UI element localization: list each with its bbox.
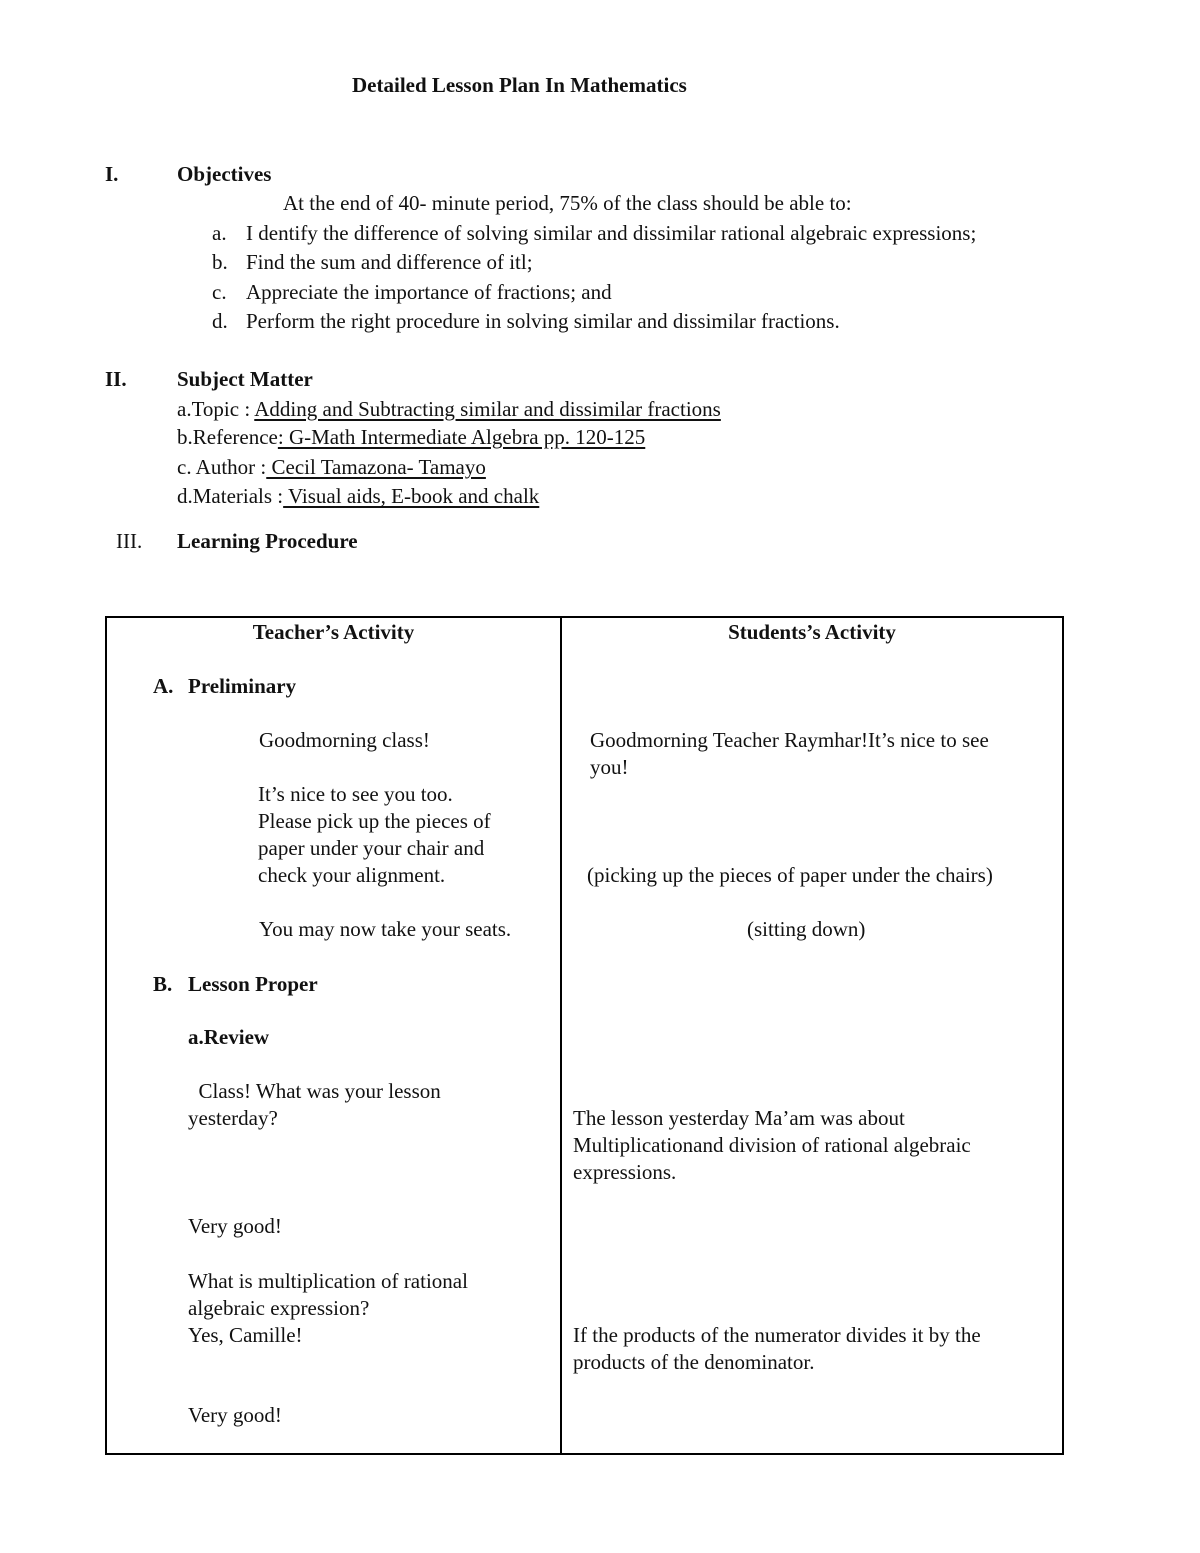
student-line: expressions. (573, 1160, 677, 1184)
subject-item-value: : G-Math Intermediate Algebra pp. 120-125 (277, 425, 646, 449)
objective-text: Appreciate the importance of fractions; and (246, 280, 612, 304)
teacher-line: algebraic expression? (188, 1296, 370, 1320)
teacher-line: It’s nice to see you too. (258, 782, 453, 806)
student-line: you! (590, 755, 629, 779)
subject-item (177, 424, 645, 451)
teacher-line: What is multiplication of rational (188, 1269, 468, 1293)
subject-matter-numeral: II. (105, 367, 127, 391)
teacher-line: Very good! (188, 1403, 282, 1427)
preliminary-heading: Preliminary (188, 674, 297, 698)
objective-letter: a. (212, 221, 227, 245)
objective-text: I dentify the difference of solving similar and dissimilar rational algebraic expressions; (246, 221, 977, 245)
student-line: Multiplicationand division of rational algebraic (573, 1133, 971, 1157)
teacher-line: Yes, Camille! (188, 1323, 303, 1347)
preliminary-letter: A. (153, 674, 174, 698)
review-heading: a.Review (188, 1025, 270, 1049)
subject-item-label: a.Topic : (177, 397, 255, 421)
objectives-heading: Objectives (177, 162, 272, 186)
teacher-line: yesterday? (188, 1106, 278, 1130)
document-title: Detailed Lesson Plan In Mathematics (352, 73, 687, 97)
subject-matter-heading: Subject Matter (177, 367, 313, 391)
subject-item-value: Adding and Subtracting similar and dissimilar fractions (254, 397, 721, 421)
objective-letter: d. (212, 309, 228, 333)
objectives-numeral: I. (105, 162, 119, 186)
objective-text: Perform the right procedure in solving similar and dissimilar fractions. (246, 309, 840, 333)
lesson-proper-letter: B. (153, 972, 173, 996)
teacher-line: Goodmorning class! (259, 728, 430, 752)
student-line: If the products of the numerator divides it by the (573, 1323, 981, 1347)
subject-item-label: c. Author : (177, 455, 267, 479)
objectives-intro: At the end of 40- minute period, 75% of the class should be able to: (283, 191, 852, 215)
teacher-line: paper under your chair and (258, 836, 485, 860)
subject-item-value: Visual aids, E-book and chalk (283, 484, 540, 508)
objective-letter: c. (212, 280, 227, 304)
subject-item (177, 483, 539, 510)
teacher-line: check your alignment. (258, 863, 446, 887)
subject-item-label: b.Reference (177, 425, 278, 449)
subject-item (177, 454, 486, 481)
procedure-numeral: III. (116, 529, 143, 553)
student-line: products of the denominator. (573, 1350, 815, 1374)
student-line: Goodmorning Teacher Raymhar!It’s nice to see (590, 728, 989, 752)
subject-item-label: d.Materials : (177, 484, 284, 508)
teacher-line: Please pick up the pieces of (258, 809, 491, 833)
student-line: (sitting down) (747, 917, 866, 941)
teacher-line: Very good! (188, 1214, 282, 1238)
procedure-heading: Learning Procedure (177, 529, 358, 553)
students-column-header: Students’s Activity (728, 620, 896, 644)
student-line: (picking up the pieces of paper under the chairs) (587, 863, 993, 887)
subject-item (177, 396, 721, 423)
teacher-line: You may now take your seats. (259, 917, 512, 941)
subject-item-value: Cecil Tamazona- Tamayo (266, 455, 486, 479)
lesson-proper-heading: Lesson Proper (188, 972, 318, 996)
teacher-line: Class! What was your lesson (188, 1079, 441, 1103)
teacher-column-header: Teacher’s Activity (252, 620, 415, 644)
objective-text: Find the sum and difference of itl; (246, 250, 533, 274)
objective-letter: b. (212, 250, 228, 274)
student-line: The lesson yesterday Ma’am was about (573, 1106, 905, 1130)
table-column-divider (560, 616, 562, 1455)
